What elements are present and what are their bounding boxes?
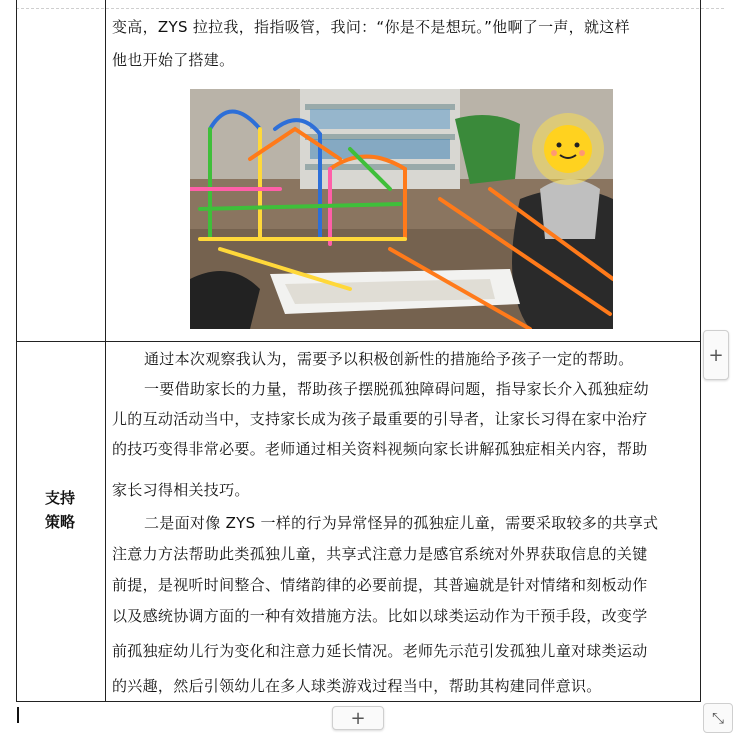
- row-label-line-2: 策略: [44, 513, 75, 531]
- top-cell-line-1[interactable]: 变高，ZYS 拉拉我，指指吸管，我问：“你是不是想玩。”他啊了一声，就这样: [112, 18, 630, 36]
- sun-sticker-icon: [532, 113, 604, 185]
- resize-table-icon[interactable]: ⤡: [703, 703, 733, 733]
- activity-photo[interactable]: [190, 89, 613, 329]
- strategy-line[interactable]: 儿的互动活动当中，支持家长成为孩子最重要的引导者，让家长习得在家中治疗: [112, 410, 648, 428]
- add-table-row-button[interactable]: +: [332, 706, 384, 730]
- strategy-line[interactable]: 的兴趣，然后引领幼儿在多人球类游戏过程当中，帮助其构建同伴意识。: [112, 677, 602, 695]
- top-cell-line-2[interactable]: 他也开始了搭建。: [112, 51, 235, 69]
- strategy-line[interactable]: 家长习得相关技巧。: [112, 481, 250, 499]
- column-divider: [105, 0, 106, 702]
- row-label-support-strategy[interactable]: [30, 486, 90, 534]
- strategy-line[interactable]: 注意力方法帮助此类孤独儿童，共享式注意力是感官系统对外界获取信息的关键: [112, 545, 648, 563]
- strategy-line[interactable]: 的技巧变得非常必要。老师通过相关资料视频向家长讲解孤独症相关内容，帮助: [112, 440, 648, 458]
- strategy-line[interactable]: 以及感统协调方面的一种有效措施方法。比如以球类运动作为干预手段，改变学: [112, 607, 648, 625]
- add-row-button[interactable]: +: [703, 330, 729, 380]
- text-cursor: [17, 707, 19, 723]
- strategy-line[interactable]: 二是面对像 ZYS 一样的行为异常怪异的孤独症儿童，需要采取较多的共享式: [144, 514, 659, 532]
- activity-photo-drawing: [190, 89, 613, 329]
- strategy-line[interactable]: 一要借助家长的力量，帮助孩子摆脱孤独障碍问题，指导家长介入孤独症幼: [144, 380, 649, 398]
- strategy-line[interactable]: 前提，是视听时间整合、情绪韵律的必要前提，其普遍就是针对情绪和刻板动作: [112, 576, 648, 594]
- strategy-line[interactable]: 通过本次观察我认为，需要予以积极创新性的措施给予孩子一定的帮助。: [144, 350, 634, 368]
- strategy-line[interactable]: 前孤独症幼儿行为变化和注意力延长情况。老师先示范引发孤独儿童对球类运动: [112, 642, 648, 660]
- row-label-line-1: 支持: [44, 489, 75, 507]
- row-divider: [17, 341, 700, 342]
